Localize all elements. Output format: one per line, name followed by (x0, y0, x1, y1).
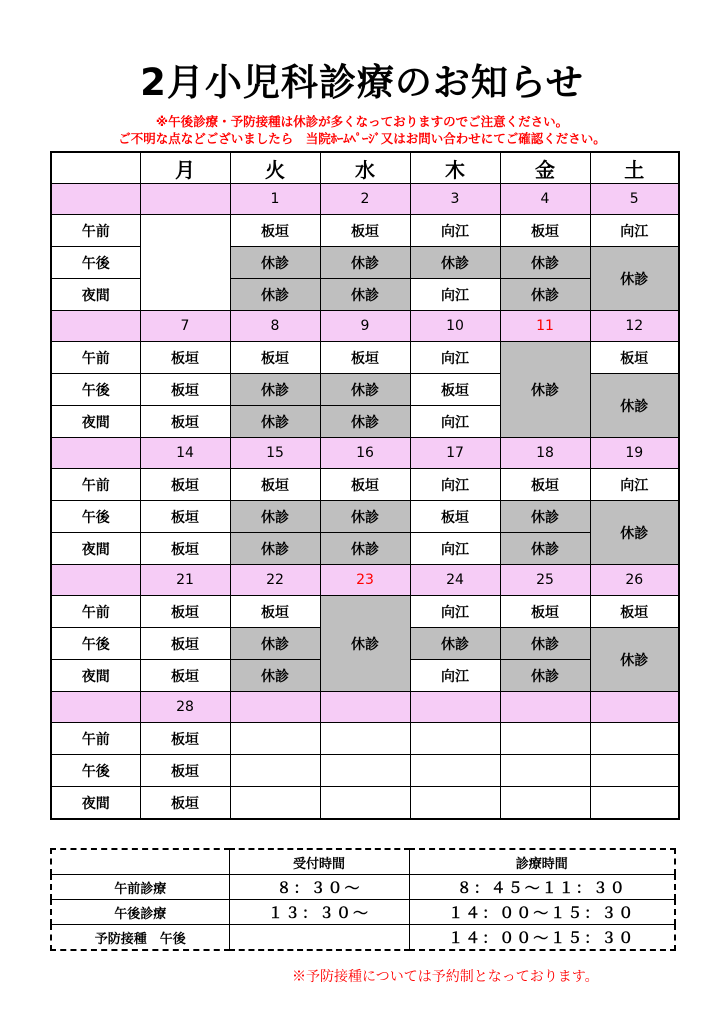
schedule-cell: 向江 (410, 215, 500, 247)
hours-label: 午後診療 (51, 900, 229, 925)
date-cell: 14 (140, 438, 230, 469)
schedule-cell: 休診 (500, 533, 590, 565)
schedule-cell: 板垣 (140, 342, 230, 374)
hours-reception (229, 925, 409, 951)
slot-row-am (51, 469, 679, 501)
schedule-cell: 板垣 (140, 660, 230, 692)
date-cell: 5 (590, 184, 679, 215)
date-row-label (51, 565, 140, 596)
schedule-cell (590, 723, 679, 755)
date-cell: 26 (590, 565, 679, 596)
schedule-cell (230, 755, 320, 787)
schedule-cell: 休診 (590, 374, 679, 438)
hours-header-reception: 受付時間 (229, 849, 409, 875)
schedule-cell: 向江 (410, 406, 500, 438)
schedule-cell (140, 215, 230, 311)
slot-row-pm (51, 501, 679, 533)
date-cell: 17 (410, 438, 500, 469)
schedule-cell: 向江 (590, 469, 679, 501)
hours-row-vaccine (51, 925, 675, 951)
slot-label: 夜間 (51, 660, 140, 692)
schedule-cell: 向江 (590, 215, 679, 247)
schedule-cell: 休診 (320, 533, 410, 565)
schedule-cell: 板垣 (320, 215, 410, 247)
schedule-cell: 板垣 (140, 406, 230, 438)
schedule-cell: 休診 (230, 628, 320, 660)
schedule-cell: 板垣 (140, 755, 230, 787)
date-cell (590, 692, 679, 723)
slot-label: 午後 (51, 755, 140, 787)
date-row (51, 184, 679, 215)
hours-header-blank (51, 849, 229, 875)
date-cell (140, 184, 230, 215)
schedule-cell (230, 787, 320, 820)
schedule-cell: 板垣 (140, 596, 230, 628)
schedule-cell (410, 723, 500, 755)
page-title: 2月小児科診療のお知らせ (140, 61, 584, 104)
schedule-cell (590, 787, 679, 820)
schedule-cell (320, 755, 410, 787)
schedule-cell (410, 755, 500, 787)
schedule-cell: 板垣 (410, 374, 500, 406)
schedule-cell: 休診 (320, 596, 410, 692)
date-cell: 2 (320, 184, 410, 215)
date-cell: 24 (410, 565, 500, 596)
schedule-cell (320, 723, 410, 755)
footnote: ※予防接種については予約制となっております。 (292, 969, 599, 985)
schedule-cell: 休診 (500, 247, 590, 279)
slot-row-am (51, 596, 679, 628)
slot-label: 夜間 (51, 787, 140, 820)
schedule-cell: 休診 (500, 501, 590, 533)
schedule-cell: 板垣 (590, 596, 679, 628)
schedule-cell (500, 787, 590, 820)
date-row-label (51, 692, 140, 723)
schedule-cell (500, 723, 590, 755)
date-cell: 12 (590, 311, 679, 342)
date-row (51, 692, 679, 723)
schedule-cell: 休診 (320, 406, 410, 438)
schedule-cell: 板垣 (140, 374, 230, 406)
date-cell (410, 692, 500, 723)
date-cell: 9 (320, 311, 410, 342)
schedule-cell (500, 755, 590, 787)
hours-header-consult: 診療時間 (409, 849, 675, 875)
date-row (51, 438, 679, 469)
schedule-cell: 板垣 (230, 469, 320, 501)
date-cell: 7 (140, 311, 230, 342)
schedule-cell: 板垣 (320, 342, 410, 374)
date-cell: 28 (140, 692, 230, 723)
slot-row-night (51, 533, 679, 565)
date-row-label (51, 311, 140, 342)
date-cell: 15 (230, 438, 320, 469)
hours-consult: １４：００～１５：３０ (409, 900, 675, 925)
date-cell: 4 (500, 184, 590, 215)
schedule-cell: 休診 (590, 501, 679, 565)
hours-label: 予防接種 午後 (51, 925, 229, 951)
date-cell: 3 (410, 184, 500, 215)
schedule-table (50, 151, 680, 820)
slot-label: 午前 (51, 342, 140, 374)
schedule-cell: 休診 (230, 660, 320, 692)
schedule-cell (590, 755, 679, 787)
schedule-cell: 休診 (500, 628, 590, 660)
schedule-cell: 板垣 (140, 501, 230, 533)
schedule-cell: 休診 (230, 374, 320, 406)
slot-label: 夜間 (51, 406, 140, 438)
schedule-cell: 休診 (320, 247, 410, 279)
schedule-cell: 休診 (590, 247, 679, 311)
date-cell: 16 (320, 438, 410, 469)
hours-row-am (51, 875, 675, 900)
weekday-header-row (51, 152, 679, 184)
schedule-cell: 休診 (500, 279, 590, 311)
date-cell: 25 (500, 565, 590, 596)
hours-table (50, 848, 676, 951)
schedule-cell: 休診 (590, 628, 679, 692)
header-corner (51, 152, 140, 184)
hours-reception: １３：３０～ (229, 900, 409, 925)
schedule-cell: 休診 (320, 501, 410, 533)
date-cell: 10 (410, 311, 500, 342)
schedule-cell: 休診 (500, 342, 590, 438)
schedule-cell: 板垣 (230, 342, 320, 374)
hours-header-row (51, 849, 675, 875)
schedule-cell: 板垣 (410, 501, 500, 533)
schedule-cell: 休診 (230, 406, 320, 438)
date-cell: 8 (230, 311, 320, 342)
date-row (51, 565, 679, 596)
schedule-cell: 休診 (320, 279, 410, 311)
schedule-cell: 向江 (410, 469, 500, 501)
date-cell (500, 692, 590, 723)
slot-label: 午後 (51, 247, 140, 279)
date-cell: 18 (500, 438, 590, 469)
slot-row-pm (51, 755, 679, 787)
schedule-cell: 板垣 (500, 469, 590, 501)
schedule-cell (230, 723, 320, 755)
schedule-cell: 板垣 (230, 215, 320, 247)
schedule-cell: 板垣 (230, 596, 320, 628)
weekday-header: 金 (500, 152, 590, 184)
schedule-cell: 板垣 (500, 596, 590, 628)
schedule-cell: 休診 (320, 374, 410, 406)
date-cell: 23 (320, 565, 410, 596)
schedule-cell: 休診 (410, 247, 500, 279)
date-cell: 21 (140, 565, 230, 596)
slot-row-am (51, 215, 679, 247)
date-cell (320, 692, 410, 723)
schedule-cell: 板垣 (140, 469, 230, 501)
slot-row-night (51, 787, 679, 820)
weekday-header: 水 (320, 152, 410, 184)
schedule-cell (410, 787, 500, 820)
slot-label: 夜間 (51, 279, 140, 311)
date-row (51, 311, 679, 342)
hours-consult: １４：００～１５：３０ (409, 925, 675, 951)
date-cell: 11 (500, 311, 590, 342)
slot-row-am (51, 342, 679, 374)
date-cell: 22 (230, 565, 320, 596)
date-cell (230, 692, 320, 723)
date-row-label (51, 184, 140, 215)
date-cell: 19 (590, 438, 679, 469)
date-row-label (51, 438, 140, 469)
slot-label: 午前 (51, 596, 140, 628)
schedule-cell: 休診 (230, 533, 320, 565)
hours-row-pm (51, 900, 675, 925)
weekday-header: 土 (590, 152, 679, 184)
slot-label: 午後 (51, 628, 140, 660)
slot-row-am (51, 723, 679, 755)
slot-label: 午前 (51, 723, 140, 755)
schedule-cell: 向江 (410, 533, 500, 565)
schedule-cell: 休診 (500, 660, 590, 692)
slot-label: 午後 (51, 374, 140, 406)
schedule-cell: 板垣 (140, 533, 230, 565)
schedule-cell: 向江 (410, 660, 500, 692)
slot-label: 午前 (51, 469, 140, 501)
weekday-header: 火 (230, 152, 320, 184)
notice-line-2: ご不明な点などございましたら 当院ﾎｰﾑﾍﾟｰｼﾞ又はお問い合わせにてご確認ください。 (118, 131, 606, 146)
schedule-cell: 板垣 (500, 215, 590, 247)
hours-reception: ８：３０～ (229, 875, 409, 900)
date-cell: 1 (230, 184, 320, 215)
schedule-cell: 板垣 (140, 723, 230, 755)
schedule-cell: 板垣 (140, 628, 230, 660)
hours-consult: ８：４５～１１：３０ (409, 875, 675, 900)
schedule-cell: 向江 (410, 596, 500, 628)
schedule-cell (320, 787, 410, 820)
schedule-cell: 休診 (230, 501, 320, 533)
schedule-cell: 板垣 (590, 342, 679, 374)
schedule-cell: 休診 (230, 247, 320, 279)
slot-label: 夜間 (51, 533, 140, 565)
slot-label: 午後 (51, 501, 140, 533)
notice-line-1: ※午後診療・予防接種は休診が多くなっておりますのでご注意ください。 (155, 114, 569, 129)
schedule-cell: 板垣 (320, 469, 410, 501)
weekday-header: 月 (140, 152, 230, 184)
schedule-cell: 向江 (410, 342, 500, 374)
weekday-header: 木 (410, 152, 500, 184)
schedule-cell: 向江 (410, 279, 500, 311)
schedule-cell: 休診 (410, 628, 500, 660)
hours-label: 午前診療 (51, 875, 229, 900)
slot-label: 午前 (51, 215, 140, 247)
schedule-cell: 板垣 (140, 787, 230, 820)
schedule-cell: 休診 (230, 279, 320, 311)
